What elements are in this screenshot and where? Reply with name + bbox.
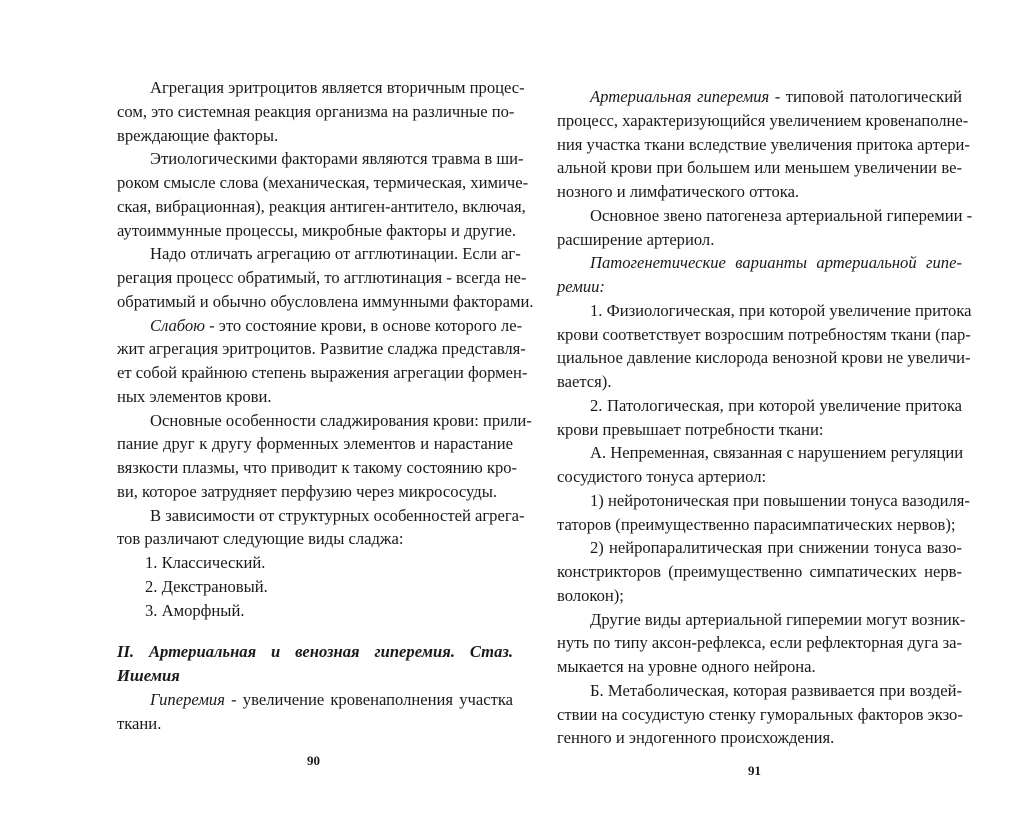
paragraph (557, 394, 962, 442)
text-line: II. Артериальная и венозная гиперемия. Стаз. (117, 642, 513, 662)
text-line: нозного и лимфатического оттока. (557, 182, 800, 201)
text-line: ствии на сосудистую стенку гуморальных факторов экзо- (557, 704, 963, 724)
right-page-text (557, 85, 973, 750)
text-line: жит агрегация эритроцитов. Развитие сладжа представля- (117, 339, 526, 359)
text-line: сосудистого тонуса артериол: (557, 467, 767, 486)
text-line: Ишемия (117, 666, 180, 685)
text-line: 1. Классический. (145, 553, 266, 572)
left-page-text (117, 76, 534, 735)
paragraph (557, 85, 970, 204)
text-line: ния участка ткани вследствие увеличения притока артери- (557, 134, 970, 154)
text-line: крови соответствует возросшим потребностям ткани (пар- (557, 324, 971, 344)
text-line: вается). (557, 372, 612, 391)
text-line: таторов (преимущественно парасимпатических нервов); (557, 514, 956, 534)
text-line: Другие виды артериальной гиперемии могут возник- (590, 609, 966, 629)
text-line: Основное звено патогенеза артериальной гиперемии - (590, 205, 973, 225)
text-line: роком смысле слова (механическая, термическая, химиче- (117, 173, 529, 192)
italic-term: Слабою (150, 315, 205, 335)
text-line: Этиологическими факторами являются травма в ши- (150, 149, 524, 169)
text-line: констрикторов (преимущественно симпатических нерв- (557, 562, 962, 581)
paragraph (117, 242, 534, 313)
text-line: аутоиммунные процессы, микробные факторы и другие. (117, 220, 517, 240)
text-line: сом, это системная реакция организма на различные по- (117, 101, 515, 121)
paragraph (557, 299, 972, 394)
italic-term: Артериальная гиперемия (590, 87, 770, 106)
paragraph (117, 688, 513, 736)
text-line: 2. Патологическая, при которой увеличение притока (590, 395, 962, 415)
text-line (117, 688, 513, 712)
text-line: 2) нейропаралитическая при снижении тонуса вазо- (590, 538, 962, 558)
section-heading (117, 640, 513, 688)
list-item (117, 551, 513, 575)
paragraph (557, 441, 962, 489)
text-line: вязкости плазмы, что приводит к такому состоянию кро- (117, 458, 518, 477)
text-line: ви, которое затрудняет перфузию через микрососуды. (117, 481, 498, 501)
list-item (117, 599, 513, 623)
text-line: 1) нейротоническая при повышении тонуса вазодиля- (590, 490, 970, 510)
text-line: 1. Физиологическая, при которой увеличение притока (590, 300, 972, 320)
paragraph (117, 504, 525, 552)
text-line (117, 314, 523, 338)
list-item (117, 575, 513, 599)
line-text: - это состояние крови, в основе которого ле- (204, 315, 523, 335)
line-text: - увеличение кровенаполнения участка (224, 689, 513, 709)
text-line: циальное давление кислорода венозной крови не увеличи- (557, 348, 971, 368)
text-line: тов различают следующие виды сладжа: (117, 529, 404, 549)
paragraph (557, 204, 973, 252)
paragraph (557, 536, 962, 607)
page-number-left: 90 (307, 753, 320, 768)
text-line: ных элементов крови. (117, 386, 272, 406)
text-line: генного и эндогенного происхождения. (557, 728, 835, 748)
text-line: Б. Метаболическая, которая развивается при воздей- (590, 680, 962, 700)
page-number-right: 91 (748, 763, 761, 778)
text-line: альной крови при большем или меньшем увеличении ве- (557, 158, 962, 178)
text-line: расширение артериол. (557, 229, 715, 249)
text-line: А. Непременная, связанная с нарушением регуляции (590, 443, 964, 463)
paragraph (557, 608, 966, 679)
text-line: Патогенетические варианты артериальной гипе- (590, 253, 962, 273)
text-line (557, 85, 962, 109)
paragraph (557, 251, 962, 299)
text-line: нуть по типу аксон-рефлекса, если рефлекторная дуга за- (557, 633, 963, 653)
text-line: ткани. (117, 713, 162, 733)
text-line: вреждающие факторы. (117, 125, 279, 145)
line-text: - типовой патологический (769, 87, 962, 106)
text-line: регация процесс обратимый, то агглютинация - всегда не- (117, 268, 527, 287)
text-line: крови превышает потребности ткани: (557, 419, 824, 439)
text-line: пание друг к другу форменных элементов и нарастание (117, 434, 513, 454)
italic-term: Гиперемия (150, 689, 225, 709)
text-line: процесс, характеризующийся увеличением кровенаполне- (557, 110, 969, 130)
text-line: Надо отличать агрегацию от агглютинации. Если аг- (150, 244, 521, 264)
text-line: ет собой крайнюю степень выражения агрегации формен- (117, 363, 528, 382)
text-line: Агрегация эритроцитов является вторичным процес- (150, 78, 525, 97)
paragraph (117, 147, 529, 242)
text-line: обратимый и обычно обусловлена иммунными факторами. (117, 291, 534, 311)
text-line: мыкается на уровне одного нейрона. (557, 657, 816, 676)
text-line: ская, вибрационная), реакция антиген-антитело, включая, (117, 196, 526, 216)
text-line: Основные особенности сладжирования крови: прили- (150, 410, 532, 430)
text-line: волокон); (557, 585, 624, 605)
text-line: ремии: (557, 277, 605, 296)
paragraph (117, 314, 528, 409)
text-line: 2. Декстрановый. (145, 576, 268, 596)
paragraph (557, 489, 970, 537)
paragraph (117, 76, 525, 147)
paragraph (557, 679, 962, 750)
paragraph (117, 409, 532, 504)
text-line: 3. Аморфный. (145, 600, 245, 620)
text-line: В зависимости от структурных особенностей агрега- (150, 505, 525, 525)
